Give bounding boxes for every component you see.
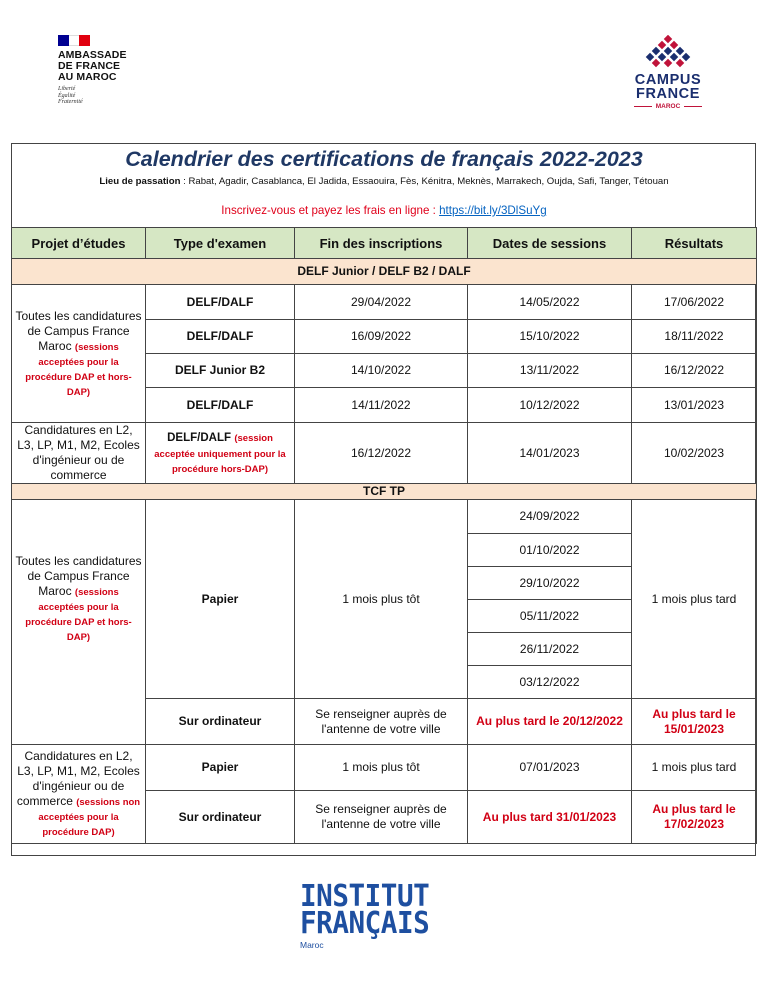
lieu-label: Lieu de passation (99, 176, 181, 187)
session-date: Au plus tard 31/01/2023 (468, 791, 632, 844)
session-date: 10/12/2022 (468, 388, 632, 423)
ambassade-line: DE FRANCE (58, 60, 121, 72)
ambassade-line: AU MAROC (58, 71, 117, 83)
registration-end: 16/09/2022 (295, 320, 468, 354)
registration-end: 1 mois plus tôt (295, 500, 468, 699)
result-date: 18/11/2022 (632, 320, 757, 354)
project-cell (12, 500, 146, 699)
registration-end: 29/04/2022 (295, 285, 468, 320)
exam-type: Papier (146, 500, 295, 699)
exam-type: DELF/DALF (146, 388, 295, 423)
campus-france-logo (622, 35, 714, 110)
session-date: 24/09/2022 (468, 500, 632, 534)
result-date: 1 mois plus tard (632, 500, 757, 699)
project-text: Toutes les candidatures de Campus France Maroc (15, 554, 142, 599)
institut-word: INSTITUT (300, 879, 430, 914)
col-header: Type d'examen (146, 228, 295, 259)
exam-type: Sur ordinateur (146, 791, 295, 844)
exam-type: DELF/DALF (167, 432, 231, 444)
session-date: 03/12/2022 (468, 666, 632, 699)
registration-end: 1 mois plus tôt (295, 745, 468, 791)
registration-end: Se renseigner auprès de l'antenne de votre ville (295, 699, 468, 745)
table-row (12, 500, 757, 534)
registration-line (0, 204, 768, 217)
project-note: (sessions acceptées pour la procédure DAP et hors-DAP) (25, 341, 132, 398)
maroc-tag (622, 103, 714, 110)
project-note: (sessions non acceptées pour la procédure DAP) (38, 797, 141, 838)
result-date: 13/01/2023 (632, 388, 757, 423)
french-flag-icon (58, 35, 90, 46)
result-date: Au plus tard le 17/02/2023 (632, 791, 757, 844)
project-text: Toutes les candidatures de Campus France Maroc (15, 308, 142, 353)
motto-line: Fraternité (58, 99, 83, 106)
lieu-passation (0, 176, 768, 187)
project-text: Candidatures en L2, L3, LP, M1, M2, Ecoles d'ingénieur ou de commerce (16, 749, 140, 808)
ambassade-name (58, 50, 148, 83)
exam-type: DELF/DALF (146, 320, 295, 354)
calendar-table (11, 227, 757, 844)
exam-type: Sur ordinateur (146, 699, 295, 745)
page-title: Calendrier des certifications de français 2022-2023 (125, 147, 643, 171)
motto-line: Égalité (58, 92, 76, 99)
session-date: 13/11/2022 (468, 354, 632, 388)
registration-text: Inscrivez-vous et payez les frais en ligne : (221, 204, 440, 217)
ambassade-logo (58, 35, 148, 106)
exam-type-note: (session acceptée uniquement pour la procédure hors-DAP) (154, 433, 286, 475)
table-header-row (12, 228, 757, 259)
exam-type: Papier (146, 745, 295, 791)
result-date: 17/06/2022 (632, 285, 757, 320)
france-word: FRANCE (635, 86, 700, 102)
result-date: 10/02/2023 (632, 423, 757, 484)
session-date: 01/10/2022 (468, 534, 632, 567)
campus-france-diamond-icon (636, 35, 700, 73)
col-header: Résultats (632, 228, 757, 259)
exam-type-cell (146, 423, 295, 484)
tcf-band-row (12, 484, 757, 500)
registration-end: Se renseigner auprès de l'antenne de votre ville (295, 791, 468, 844)
project-note: (sessions acceptées pour la procédure DAP et hors-DAP) (25, 587, 132, 644)
table-row (12, 699, 757, 745)
col-header: Fin des inscriptions (295, 228, 468, 259)
table-row (12, 285, 757, 320)
exam-type: DELF/DALF (146, 285, 295, 320)
session-date: 29/10/2022 (468, 567, 632, 600)
session-date: 14/05/2022 (468, 285, 632, 320)
lieu-separator: : (180, 176, 189, 187)
republic-motto (58, 86, 148, 106)
registration-link[interactable]: https://bit.ly/3DlSuYg (439, 204, 547, 217)
project-cell: Candidatures en L2, L3, LP, M1, M2, Ecoles d'ingénieur ou de commerce (12, 423, 146, 484)
section-band: DELF Junior / DELF B2 / DALF (12, 259, 757, 285)
campus-word: CAMPUS (634, 72, 702, 88)
session-date: 15/10/2022 (468, 320, 632, 354)
institut-francais-logo (300, 879, 441, 950)
delf-band-row (12, 259, 757, 285)
francais-word: FRANÇAIS (300, 906, 430, 941)
maroc-word: Maroc (300, 940, 324, 950)
ambassade-line: AMBASSADE (58, 49, 127, 61)
session-date: Au plus tard le 20/12/2022 (468, 699, 632, 745)
project-cell (12, 285, 146, 423)
session-date: 07/01/2023 (468, 745, 632, 791)
registration-end: 16/12/2022 (295, 423, 468, 484)
result-date: Au plus tard le 15/01/2023 (632, 699, 757, 745)
table-row (12, 745, 757, 791)
result-date: 16/12/2022 (632, 354, 757, 388)
result-date: 1 mois plus tard (632, 745, 757, 791)
motto-line: Liberté (58, 86, 76, 92)
col-header: Dates de sessions (468, 228, 632, 259)
col-header: Projet d’études (12, 228, 146, 259)
registration-end: 14/10/2022 (295, 354, 468, 388)
project-cell (12, 745, 146, 844)
maroc-word: MAROC (655, 103, 681, 110)
session-date: 14/01/2023 (468, 423, 632, 484)
registration-end: 14/11/2022 (295, 388, 468, 423)
table-row (12, 423, 757, 484)
project-cell-continued (12, 699, 146, 745)
exam-type: DELF Junior B2 (146, 354, 295, 388)
lieu-value: Rabat, Agadir, Casablanca, El Jadida, Essaouira, Fès, Kénitra, Meknès, Marrakech, Oujda, Safi, Tanger, Tétouan (188, 176, 669, 187)
section-band: TCF TP (12, 484, 757, 500)
session-date: 26/11/2022 (468, 633, 632, 666)
session-date: 05/11/2022 (468, 600, 632, 633)
